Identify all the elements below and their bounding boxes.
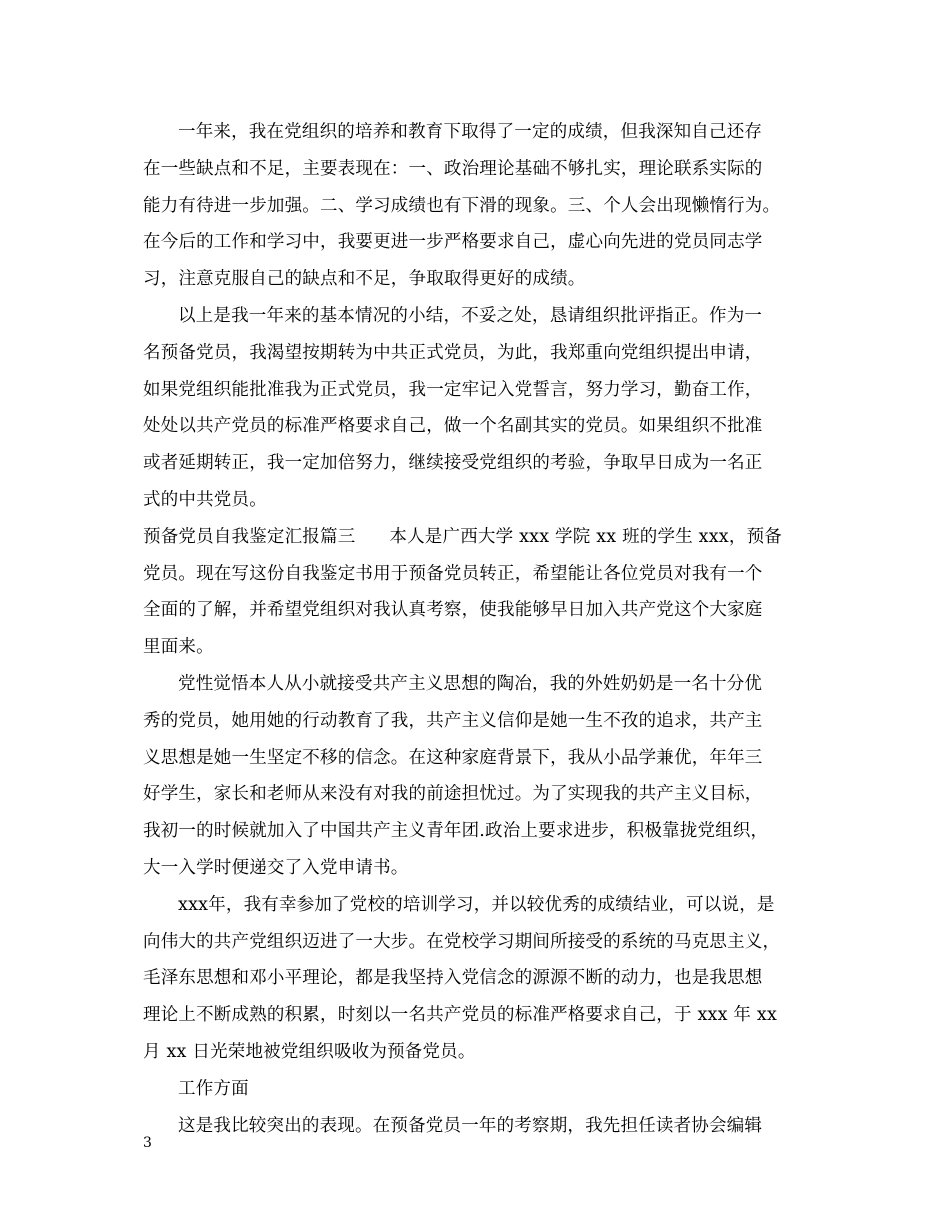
paragraph-line: 这是我比较突出的表现。在预备党员一年的考察期，我先担任读者协会编辑	[178, 1115, 763, 1136]
paragraph-line: 以上是我一年来的基本情况的小结，不妥之处，恳请组织批评指正。作为一	[178, 305, 763, 326]
paragraph-line: 党员。现在写这份自我鉴定书用于预备党员转正，希望能让各位党员对我有一个	[143, 563, 763, 584]
paragraph-line: 名预备党员，我渴望按期转为中共正式党员，为此，我郑重向党组织提出申请，	[143, 342, 763, 363]
paragraph-line: 或者延期转正，我一定加倍努力，继续接受党组织的考验，争取早日成为一名正	[143, 453, 763, 474]
paragraph-line: 好学生，家长和老师从来没有对我的前途担忧过。为了实现我的共产主义目标，	[143, 784, 763, 805]
paragraph-line: 能力有待进一步加强。二、学习成绩也有下滑的现象。三、个人会出现懒惰行为。	[143, 195, 781, 216]
paragraph-line: 理论上不断成熟的积累，时刻以一名共产党员的标准严格要求自己，于 xxx 年 xx	[143, 1005, 778, 1026]
paragraph-line: 大一入学时便递交了入党申请书。	[143, 857, 409, 878]
section-intro-text: 本人是广西大学 xxx 学院 xx 班的学生 xxx，预备	[389, 526, 782, 547]
paragraph-line: 里面来。	[143, 637, 214, 658]
paragraph-line: 秀的党员，她用她的行动教育了我，共产主义信仰是她一生不孜的追求，共产主	[143, 710, 763, 731]
paragraph-line: 一年来，我在党组织的培养和教育下取得了一定的成绩，但我深知自己还存	[178, 122, 763, 142]
section-title: 预备党员自我鉴定汇报篇三	[143, 526, 356, 547]
paragraph-line: 党性觉悟本人从小就接受共产主义思想的陶冶，我的外姓奶奶是一名十分优	[178, 673, 763, 694]
paragraph-line: 全面的了解，并希望党组织对我认真考察，使我能够早日加入共产党这个大家庭	[143, 600, 763, 621]
paragraph-line: 向伟大的共产党组织迈进了一大步。在党校学习期间所接受的系统的马克思主义，	[143, 931, 781, 952]
paragraph-line: 我初一的时候就加入了中国共产主义青年团.政治上要求进步，积极靠拢党组织，	[143, 821, 769, 842]
paragraph-line: 月 xx 日光荣地被党组织吸收为预备党员。	[143, 1041, 476, 1062]
paragraph-line: 处处以共产党员的标准严格要求自己，做一个名副其实的党员。如果组织不批准	[143, 416, 763, 437]
paragraph-line: 毛泽东思想和邓小平理论，都是我坚持入党信念的源源不断的动力，也是我思想	[143, 968, 763, 989]
section-heading-line	[143, 519, 818, 556]
paragraph-line: 义思想是她一生坚定不移的信念。在这种家庭背景下，我从小品学兼优，年年三	[143, 747, 763, 768]
paragraph-line: 如果党组织能批准我为正式党员，我一定牢记入党誓言，努力学习，勤奋工作，	[143, 379, 763, 400]
page-number: 3	[143, 1135, 152, 1151]
paragraph-line: 在一些缺点和不足，主要表现在：一、政治理论基础不够扎实，理论联系实际的	[143, 158, 763, 179]
paragraph-line: xxx年，我有幸参加了党校的培训学习，并以较优秀的成绩结业，可以说，是	[178, 894, 775, 915]
paragraph-line: 在今后的工作和学习中，我要更进一步严格要求自己，虚心向先进的党员同志学	[143, 232, 763, 253]
paragraph-line: 式的中共党员。	[143, 489, 267, 510]
subsection-heading: 工作方面	[178, 1078, 249, 1099]
paragraph-line: 习，注意克服自己的缺点和不足，争取取得更好的成绩。	[143, 269, 586, 290]
document-body	[143, 114, 818, 1144]
